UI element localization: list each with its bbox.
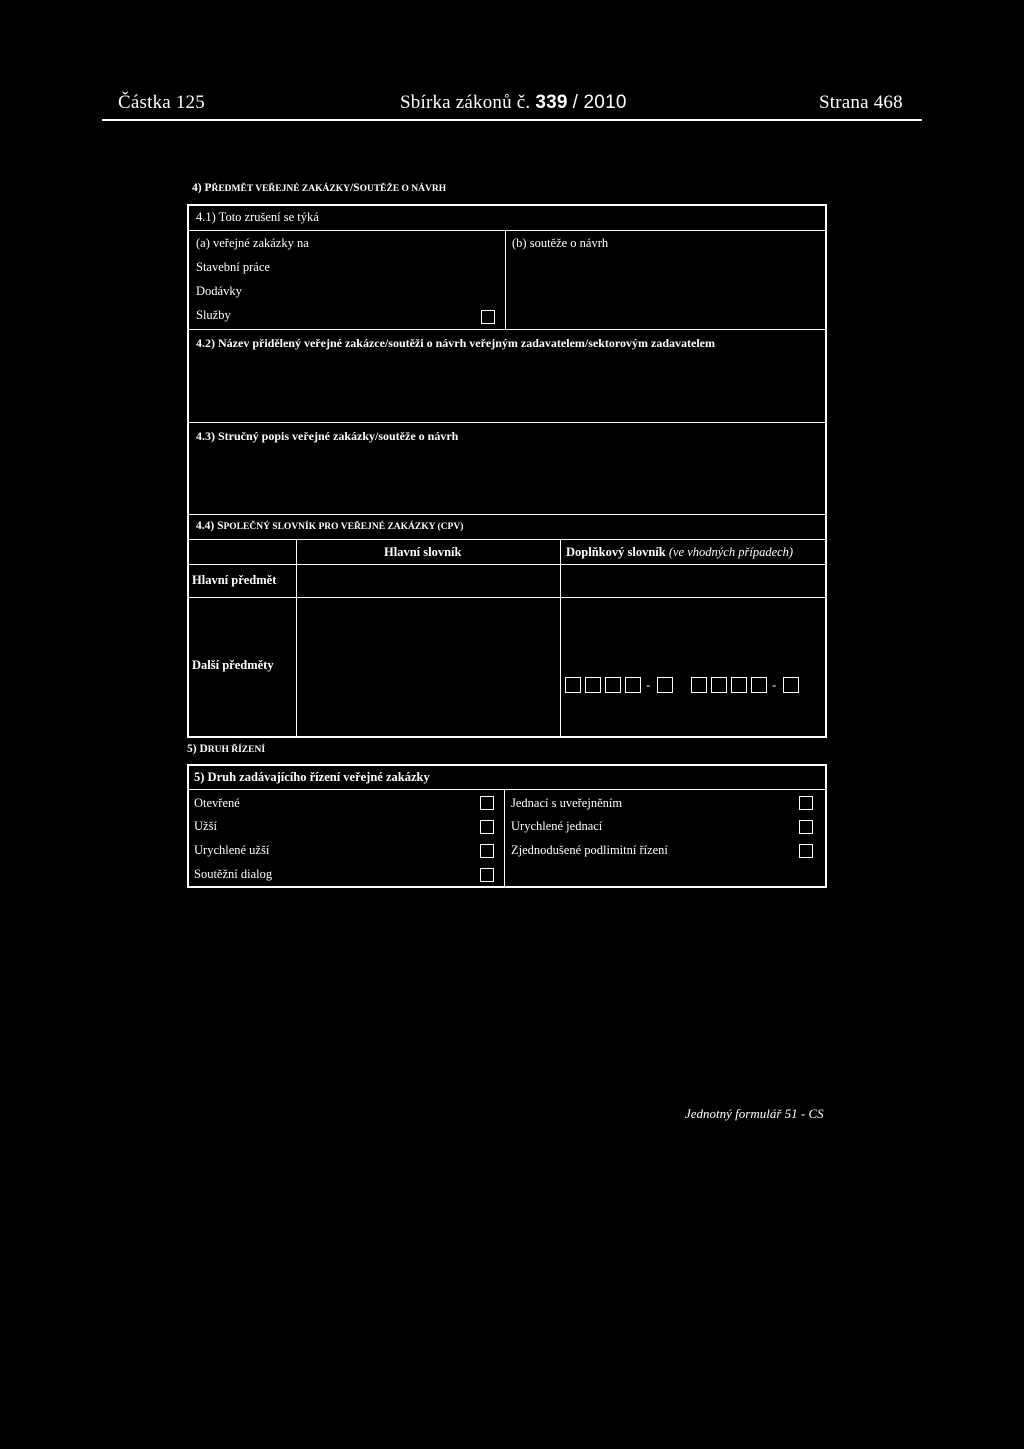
s44-title-num: 4.4) S	[196, 520, 224, 532]
header-rule	[102, 119, 922, 121]
cpv-code-box[interactable]	[565, 677, 581, 693]
cpv-code-box[interactable]	[585, 677, 601, 693]
cpv-code-box[interactable]	[691, 677, 707, 693]
divider	[188, 597, 825, 598]
section4-heading-s: /S	[349, 182, 360, 194]
procedure-simplified-below-threshold-checkbox[interactable]	[799, 844, 813, 858]
divider	[188, 789, 825, 790]
divider	[188, 514, 825, 515]
s41-a-label: (a) veřejné zakázky na	[196, 236, 309, 250]
s43-title: 4.3) Stručný popis veřejné zakázky/soutěže o návrh	[196, 429, 459, 443]
header-left: Částka 125	[118, 92, 205, 113]
cpv-code-box[interactable]	[711, 677, 727, 693]
cpv-code-box[interactable]	[625, 677, 641, 693]
procedure-open-checkbox[interactable]	[480, 796, 494, 810]
s41-title: 4.1) Toto zrušení se týká	[196, 210, 319, 224]
cpv-code-box[interactable]	[751, 677, 767, 693]
procedure-accelerated-restricted-checkbox[interactable]	[480, 844, 494, 858]
section5-heading-num: 5) D	[187, 743, 208, 755]
section4-box	[187, 204, 827, 738]
services-checkbox[interactable]	[481, 310, 495, 324]
divider	[188, 564, 825, 565]
procedure-negotiated-publication-checkbox[interactable]	[799, 796, 813, 810]
header-right: Strana 468	[819, 92, 903, 113]
cpv-divider-col1	[296, 539, 297, 736]
divider	[188, 422, 825, 423]
header-center-prefix: Sbírka zákonů č.	[400, 92, 531, 113]
cpv-code-box[interactable]	[605, 677, 621, 693]
header-center	[400, 92, 627, 114]
procedure-negotiated-publication: Jednací s uveřejněním	[511, 796, 623, 810]
procedure-accelerated-negotiated: Urychlené jednací	[511, 819, 603, 833]
divider	[188, 230, 825, 231]
s5-box-title: 5) Druh zadávajícího řízení veřejné zakázky	[194, 770, 430, 784]
cpv-col-supp-note: (ve vhodných případech)	[668, 545, 794, 559]
section5-heading-text: RUH ŘÍZENÍ	[207, 745, 266, 755]
cpv-dash: -	[646, 677, 651, 692]
cpv-code-box[interactable]	[783, 677, 799, 693]
s44-title-text: POLEČNÝ SLOVNÍK PRO VEŘEJNÉ ZAKÁZKY (CPV)	[223, 522, 464, 532]
divider	[505, 230, 506, 329]
s41-item-supplies: Dodávky	[196, 284, 242, 298]
cpv-col-supp-label: Doplňkový slovník	[566, 545, 666, 559]
section5-heading	[187, 743, 265, 755]
procedure-accelerated-negotiated-checkbox[interactable]	[799, 820, 813, 834]
s41-item-works: Stavební práce	[196, 260, 270, 274]
s41-b-label: (b) soutěže o návrh	[512, 236, 609, 250]
divider	[504, 789, 505, 886]
procedure-competitive-dialogue-checkbox[interactable]	[480, 868, 494, 882]
footer-form-id: Jednotný formulář 51 - CS	[685, 1106, 824, 1121]
divider	[188, 329, 825, 330]
section4-heading-part1: ŘEDMĚT VEŘEJNÉ ZAKÁZKY	[211, 184, 350, 194]
cpv-code-box[interactable]	[731, 677, 747, 693]
cpv-row-main: Hlavní předmět	[192, 573, 277, 587]
s41-item-services: Služby	[196, 308, 231, 322]
cpv-divider-col2	[560, 539, 561, 736]
s44-title	[196, 520, 463, 532]
cpv-row-other: Další předměty	[192, 658, 274, 672]
section4-heading	[192, 182, 446, 194]
s42-title: 4.2) Název přidělený veřejné zakázce/soutěži o návrh veřejným zadavatelem/sektorovým zadavatelem	[196, 336, 715, 350]
procedure-competitive-dialogue: Soutěžní dialog	[194, 867, 273, 881]
divider	[188, 539, 825, 540]
cpv-col-main: Hlavní slovník	[384, 545, 462, 559]
section4-heading-num: 4) P	[192, 182, 212, 194]
procedure-accelerated-restricted: Urychlené užší	[194, 843, 270, 857]
procedure-restricted-checkbox[interactable]	[480, 820, 494, 834]
procedure-simplified-below-threshold: Zjednodušené podlimitní řízení	[511, 843, 668, 857]
procedure-open: Otevřené	[194, 796, 240, 810]
header-center-number: 339	[535, 92, 568, 113]
section4-heading-part2: OUTĚŽE O NÁVRH	[359, 184, 447, 194]
cpv-dash: -	[772, 677, 777, 692]
cpv-col-supp	[566, 545, 793, 560]
cpv-code-box[interactable]	[657, 677, 673, 693]
header-center-suffix: / 2010	[572, 92, 627, 113]
procedure-restricted: Užší	[194, 819, 217, 833]
